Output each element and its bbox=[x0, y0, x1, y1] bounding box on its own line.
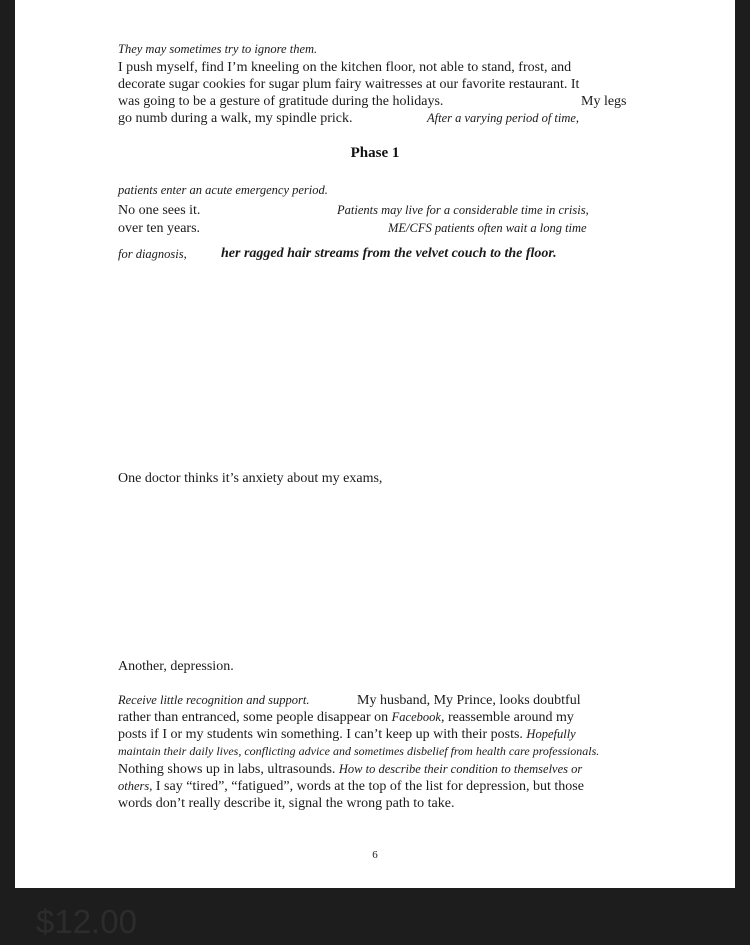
text-line: Another, depression. bbox=[118, 659, 234, 674]
text-line: My legs bbox=[581, 94, 627, 109]
text-line: over ten years. bbox=[118, 221, 201, 236]
text-span: rather than entranced, some people disappear on bbox=[118, 710, 392, 725]
text-span: others, bbox=[118, 779, 153, 793]
text-span: How to describe their condition to themselves or bbox=[338, 762, 583, 776]
text-line: My husband, My Prince, looks doubtful bbox=[357, 693, 581, 708]
text-line bbox=[118, 709, 574, 726]
text-line: One doctor thinks it’s anxiety about my exams, bbox=[118, 471, 383, 486]
text-span: I say “tired”, “fatigued”, words at the top of the list for depression, but those bbox=[152, 779, 584, 794]
section-heading: Phase 1 bbox=[350, 145, 400, 161]
text-line: words don’t really describe it, signal the wrong path to take. bbox=[118, 796, 455, 811]
text-line: Patients may live for a considerable time in crisis, bbox=[337, 203, 589, 217]
text-line: patients enter an acute emergency period. bbox=[118, 183, 328, 197]
text-line: was going to be a gesture of gratitude during the holidays. bbox=[118, 94, 444, 109]
text-span: Hopefully bbox=[526, 727, 576, 741]
text-line: After a varying period of time, bbox=[427, 111, 580, 125]
text-line bbox=[118, 778, 584, 795]
text-line: I push myself, find I’m kneeling on the kitchen floor, not able to stand, frost, and bbox=[118, 60, 572, 75]
document-page bbox=[15, 0, 735, 888]
text-span: posts if I or my students win something. I can’t keep up with their posts. bbox=[118, 727, 527, 742]
text-line: her ragged hair streams from the velvet couch to the floor. bbox=[221, 246, 557, 261]
text-line: ME/CFS patients often wait a long time bbox=[388, 221, 587, 235]
text-line: No one sees it. bbox=[118, 203, 201, 218]
text-line: for diagnosis, bbox=[118, 247, 187, 261]
price-label: $12.00 bbox=[36, 903, 137, 940]
text-line: They may sometimes try to ignore them. bbox=[118, 42, 318, 56]
text-line: Receive little recognition and support. bbox=[118, 693, 310, 707]
text-line: decorate sugar cookies for sugar plum fairy waitresses at our favorite restaurant. It bbox=[118, 77, 580, 92]
text-line: maintain their daily lives, conflicting advice and sometimes disbelief from health care professionals. bbox=[118, 744, 600, 758]
text-line bbox=[118, 726, 576, 743]
page-number: 6 bbox=[372, 849, 378, 861]
text-span: , reassemble around my bbox=[440, 710, 574, 725]
text-line bbox=[118, 761, 582, 778]
text-span: Nothing shows up in labs, ultrasounds. bbox=[118, 762, 339, 777]
text-span: Facebook bbox=[391, 710, 441, 724]
text-line: go numb during a walk, my spindle prick. bbox=[118, 111, 353, 126]
